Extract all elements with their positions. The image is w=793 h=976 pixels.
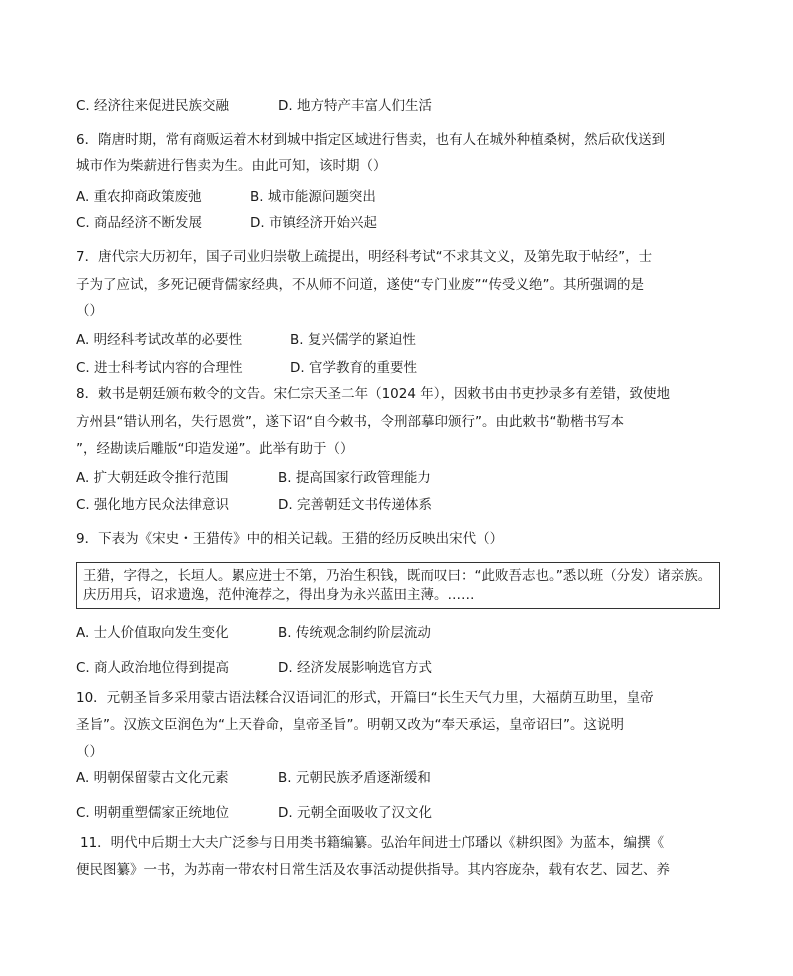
q9-option-c: C. 商人政治地位得到提高	[76, 660, 230, 676]
q5-option-d: D. 地方特产丰富人们生活	[278, 98, 432, 114]
q8-stem-line-2: 方州县“错认刑名，失行恩赏”，遂下诏“自今敕书，令刑部摹印颁行”。由此敕书“勒楷书写本	[76, 414, 624, 430]
q11-stem-line-2: 便民图纂》一书，为苏南一带农村日常生活及农事活动提供指导。其内容庞杂，载有农艺、园艺、养	[76, 862, 670, 878]
q9-quote-line-2: 庆历用兵，诏求遗逸，范仲淹荐之，得出身为永兴蓝田主薄。……	[83, 587, 475, 603]
q6-option-b: B. 城市能源问题突出	[250, 189, 376, 205]
q10-option-a: A. 明朝保留蒙古文化元素	[76, 770, 229, 786]
q6-stem-line-1: 6．隋唐时期，常有商贩运着木材到城中指定区域进行售卖，也有人在城外种植桑树，然后砍伐送到	[76, 132, 666, 148]
q7-option-b: B. 复兴儒学的紧迫性	[290, 332, 416, 348]
q6-option-d: D. 市镇经济开始兴起	[250, 215, 377, 231]
q9-option-d: D. 经济发展影响选官方式	[278, 660, 432, 676]
q9-quote-line-1: 王猎，字得之，长垣人。累应进士不第，乃治生积钱，既而叹曰：“此败吾志也。”悉以班（分发）诸亲族。	[83, 568, 712, 584]
q10-stem-line-3: （）	[76, 744, 103, 760]
q8-stem-line-1: 8．敕书是朝廷颁布敕令的文告。宋仁宗天圣二年（1024 年），因敕书由书吏抄录多有差错，致使地	[76, 386, 670, 402]
q8-option-c: C. 强化地方民众法律意识	[76, 497, 230, 513]
q8-option-a: A. 扩大朝廷政令推行范围	[76, 470, 229, 486]
q7-option-c: C. 进士科考试内容的合理性	[76, 360, 243, 376]
q6-option-a: A. 重农抑商政策废弛	[76, 189, 202, 205]
q10-option-b: B. 元朝民族矛盾逐渐缓和	[278, 770, 431, 786]
q10-stem-line-1: 10．元朝圣旨多采用蒙古语法糅合汉语词汇的形式，开篇曰“长生天气力里，大福荫互助里，皇帝	[76, 690, 654, 706]
q6-option-c: C. 商品经济不断发展	[76, 215, 203, 231]
q10-option-c: C. 明朝重塑儒家正统地位	[76, 805, 230, 821]
q9-option-b: B. 传统观念制约阶层流动	[278, 625, 431, 641]
q8-option-d: D. 完善朝廷文书传递体系	[278, 497, 432, 513]
q7-stem-line-2: 子为了应试，多死记硬背儒家经典，不从师不问道，遂使“专门业废”“传受义绝”。其所强调的是	[76, 277, 644, 293]
q10-stem-line-2: 圣旨”。汉族文臣润色为“上天眷命，皇帝圣旨”。明朝又改为“奉天承运，皇帝诏曰”。这说明	[76, 717, 624, 733]
q6-stem-line-2: 城市作为柴薪进行售卖为生。由此可知，该时期（）	[76, 158, 387, 174]
q10-option-d: D. 元朝全面吸收了汉文化	[278, 805, 432, 821]
q11-stem-line-1: 11．明代中后期士大夫广泛参与日用类书籍编纂。弘治年间进士邝璠以《耕织图》为蓝本，编撰《	[80, 835, 665, 851]
q8-option-b: B. 提高国家行政管理能力	[278, 470, 431, 486]
q9-option-a: A. 士人价值取向发生变化	[76, 625, 229, 641]
q7-stem-line-3: （）	[76, 303, 103, 319]
q7-option-d: D. 官学教育的重要性	[290, 360, 417, 376]
q8-stem-line-3: ”，经勘读后雕版“印造发递”。此举有助于（）	[76, 441, 354, 457]
q7-option-a: A. 明经科考试改革的必要性	[76, 332, 243, 348]
q7-stem-line-1: 7．唐代宗大历初年，国子司业归崇敬上疏提出，明经科考试“不求其文义，及第先取于帖经”，士	[76, 249, 653, 265]
q5-option-c: C. 经济往来促进民族交融	[76, 98, 230, 114]
q9-quote-table	[76, 562, 720, 609]
q9-stem-line-1: 9．下表为《宋史・王猎传》中的相关记载。王猎的经历反映出宋代（）	[76, 531, 504, 547]
